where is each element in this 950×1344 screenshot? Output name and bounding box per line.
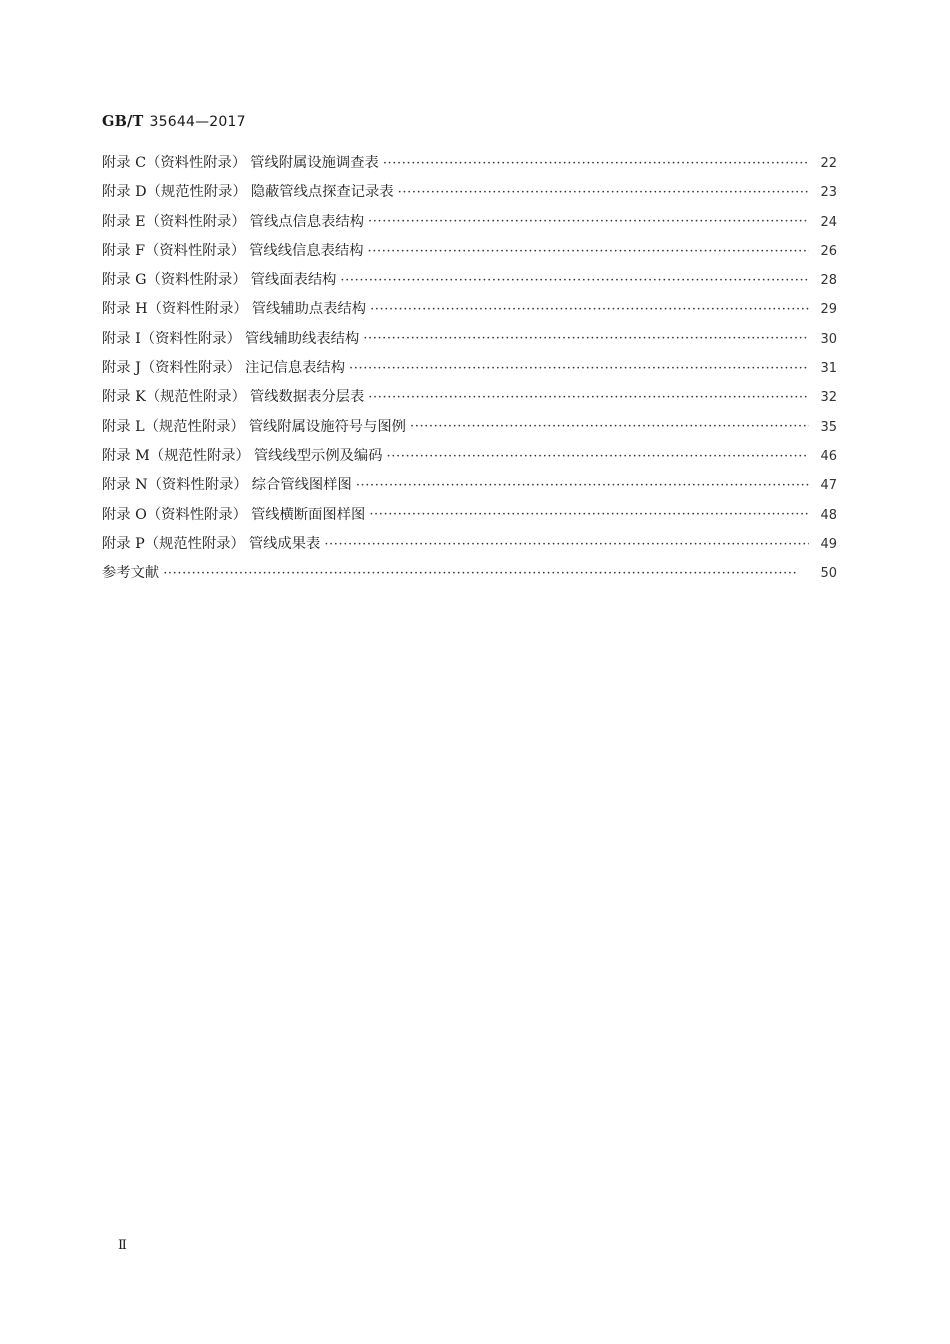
toc-leader: [363, 334, 809, 350]
toc-title: 管线辅助线表结构: [244, 330, 360, 347]
toc-row[interactable]: [102, 298, 837, 327]
toc-row[interactable]: [102, 533, 837, 562]
toc-leader: [383, 159, 809, 175]
toc-title: 管线辅助点表结构: [251, 301, 367, 318]
toc-page: 28: [820, 273, 837, 289]
toc-page: 48: [820, 507, 837, 523]
toc-label: 附录 H（资料性附录）: [102, 301, 248, 318]
toc-page: 22: [820, 156, 837, 171]
toc-leader: [368, 393, 809, 409]
toc-leader: [356, 481, 809, 497]
toc-page: 47: [820, 478, 837, 494]
toc-leader: [410, 422, 809, 438]
toc-row[interactable]: [102, 328, 837, 357]
toc-label: 附录 N（资料性附录）: [102, 477, 248, 494]
toc-leader: [398, 188, 809, 204]
toc-row[interactable]: [102, 386, 837, 415]
standard-number: 35644—2017: [149, 114, 246, 130]
toc-label: 参考文献: [102, 565, 160, 582]
toc-label: 附录 D（规范性附录）: [102, 184, 247, 201]
toc-title: 综合管线图样图: [251, 477, 352, 494]
toc-label: 附录 J（资料性附录）: [102, 360, 241, 377]
toc-page: 23: [820, 185, 837, 201]
toc-label: 附录 P（规范性附录）: [102, 535, 245, 552]
toc-title: 管线横断面图样图: [250, 506, 366, 523]
standard-code: GB/T: [102, 113, 144, 130]
toc-leader: [369, 510, 809, 526]
toc-title: 注记信息表结构: [244, 360, 346, 377]
toc-row[interactable]: [102, 474, 837, 503]
toc-label: 附录 E（资料性附录）: [102, 213, 246, 230]
toc-page: 49: [820, 536, 837, 552]
toc-row[interactable]: [102, 211, 837, 240]
toc-title: 管线数据表分层表: [249, 389, 365, 406]
toc-row[interactable]: [102, 445, 837, 474]
toc-row-references[interactable]: [102, 562, 837, 591]
toc-label: 附录 C（资料性附录）: [102, 155, 247, 171]
toc-leader: [324, 540, 809, 556]
toc-page: 32: [820, 390, 837, 406]
toc-row[interactable]: [102, 357, 837, 386]
toc-leader: [340, 276, 809, 292]
toc-page: 31: [820, 361, 837, 377]
toc-label: 附录 L（规范性附录）: [102, 418, 245, 435]
toc-label: 附录 O（资料性附录）: [102, 506, 247, 523]
toc-title: 管线面表结构: [250, 272, 337, 289]
toc-title: 管线线信息表结构: [249, 242, 364, 259]
toc-page: 24: [820, 214, 837, 230]
toc-label: 附录 G（资料性附录）: [102, 272, 247, 289]
toc-row[interactable]: [102, 181, 837, 210]
toc-page: 30: [820, 331, 837, 347]
toc-row[interactable]: [102, 152, 837, 181]
toc-leader: [163, 569, 809, 585]
toc-label: 附录 M（规范性附录）: [102, 447, 250, 464]
toc-title: 隐蔽管线点探查记录表: [250, 184, 394, 201]
toc-page: 50: [820, 566, 837, 582]
toc-label: 附录 I（资料性附录）: [102, 330, 241, 347]
toc-leader: [349, 364, 809, 380]
toc-title: 管线成果表: [248, 535, 321, 552]
toc-leader: [368, 247, 809, 263]
toc-title: 管线线型示例及编码: [253, 447, 383, 464]
toc-row[interactable]: [102, 269, 837, 298]
document-header: [102, 113, 246, 130]
toc-leader: [370, 305, 809, 321]
toc-page: 26: [820, 243, 837, 259]
toc-page: 29: [820, 302, 837, 318]
toc-title: 管线附属设施符号与图例: [248, 418, 406, 435]
table-of-contents: [102, 152, 837, 591]
toc-page: 35: [820, 419, 837, 435]
toc-title: 管线附属设施调查表: [250, 155, 379, 171]
toc-label: 附录 F（资料性附录）: [102, 242, 246, 259]
toc-leader: [368, 217, 809, 233]
toc-page: 46: [820, 448, 837, 464]
toc-title: 管线点信息表结构: [249, 213, 365, 230]
toc-row[interactable]: [102, 416, 837, 445]
toc-label: 附录 K（规范性附录）: [102, 389, 246, 406]
toc-row[interactable]: [102, 240, 837, 269]
toc-leader: [387, 452, 809, 468]
page-number-footer: Ⅱ: [118, 1238, 127, 1253]
toc-row[interactable]: [102, 504, 837, 533]
